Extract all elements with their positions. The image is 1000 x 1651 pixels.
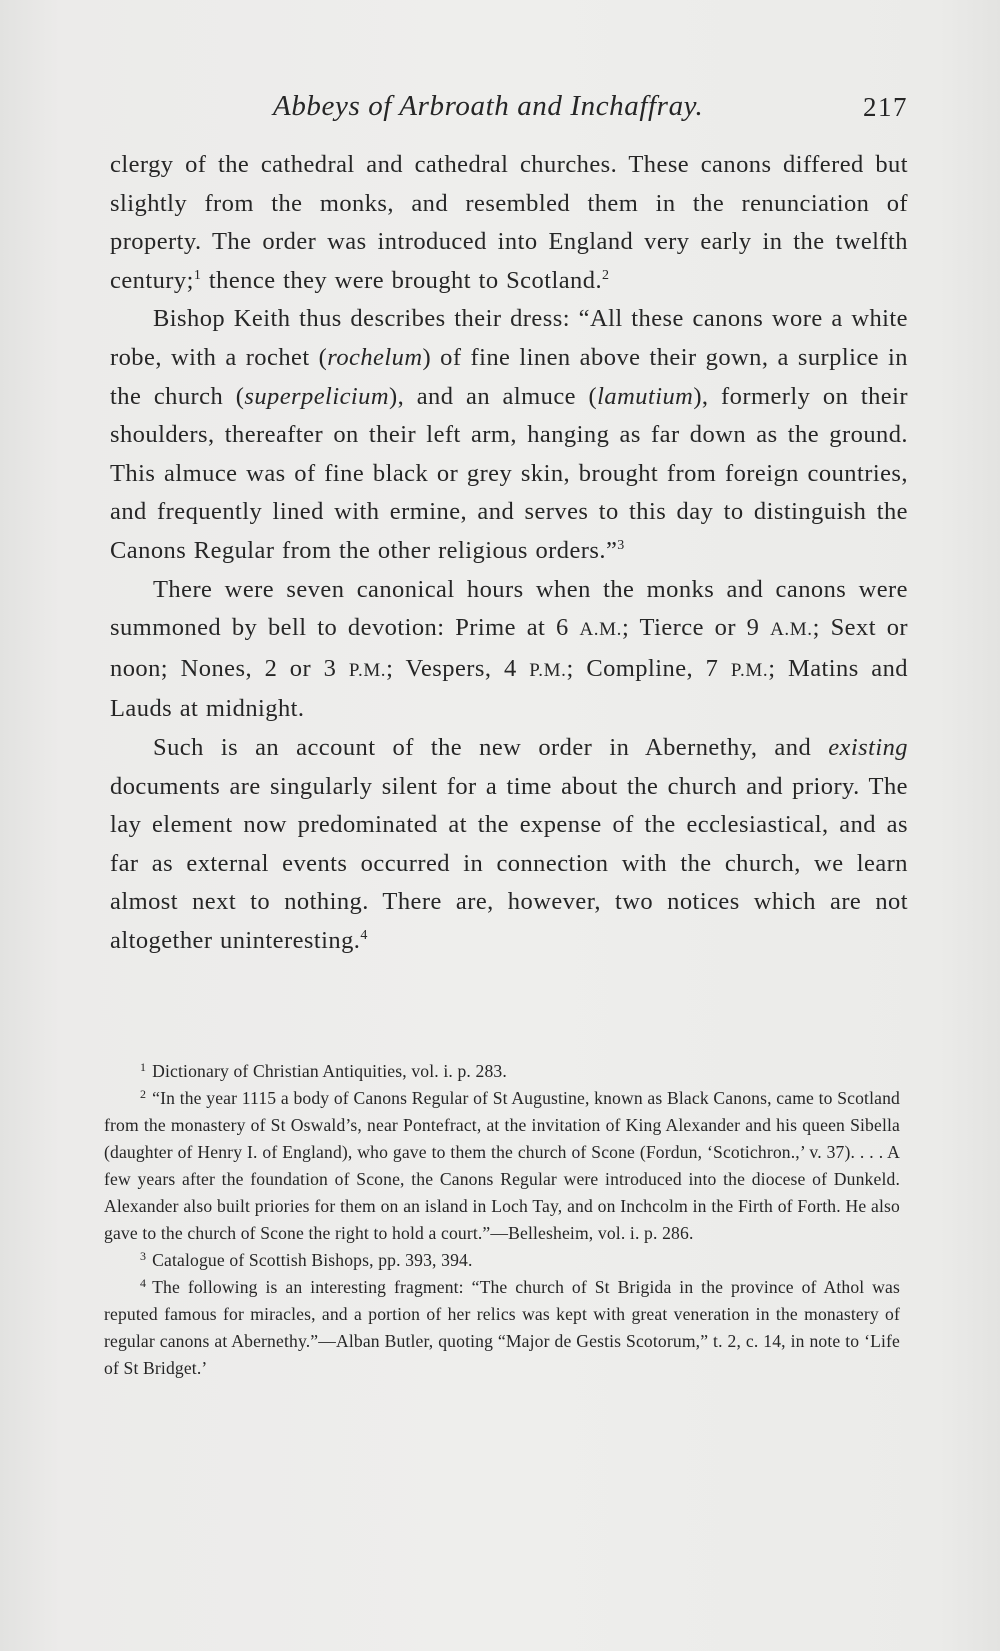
paragraph-1 xyxy=(110,146,908,300)
paragraph-4-text-b: documents are singularly silent for a time about the church and priory. The lay element now predominated at the expense of the ecclesiastical, and as far as external events occurred in connection with the church, we learn almost next to nothing. There are, however, two notices which are not altogether uninteresting. xyxy=(110,772,908,954)
latin-term-lamutium: lamutium xyxy=(597,382,694,410)
footnote-4 xyxy=(104,1274,900,1382)
paragraph-3-text-b: ; Tierce or 9 xyxy=(621,614,771,642)
paragraph-2-text-c: ), and an almuce ( xyxy=(389,382,598,410)
time-pm-1: P.M. xyxy=(348,659,387,681)
time-pm-3: P.M. xyxy=(730,659,769,681)
paragraph-2-text-d: ), formerly on their shoulders, thereafter on their left arm, hanging as far down as the ground. This almuce was of fine black or grey skin, brought from foreign countries, and frequently lined with ermine, and serves to this day to distinguish the Canons Regular from the other religious orders.” xyxy=(110,382,908,564)
footnote-3 xyxy=(104,1247,900,1274)
paragraph-4 xyxy=(110,729,908,961)
footnote-2 xyxy=(104,1085,900,1247)
paragraph-3-text-e: ; Compline, 7 xyxy=(566,654,731,682)
latin-term-rochelum: rochelum xyxy=(327,343,423,371)
footnote-ref-2: 2 xyxy=(602,267,610,283)
page-number: 217 xyxy=(863,92,908,122)
paragraph-2 xyxy=(110,300,908,570)
footnote-1-mark: 1 xyxy=(140,1060,147,1074)
running-head xyxy=(108,88,908,132)
time-pm-2: P.M. xyxy=(529,659,567,681)
footnote-3-text: Catalogue of Scottish Bishops, pp. 393, 394. xyxy=(152,1250,473,1270)
paragraph-2-text-a: Bishop Keith thus describes their dress: “All these canons wore a white robe, with a rochet ( xyxy=(110,305,908,371)
paragraph-2-text-b: ) of fine linen above their gown, a surplice in the church ( xyxy=(110,343,908,410)
emphasis-existing: existing xyxy=(828,733,908,761)
paragraph-4-text-a: Such is an account of the new order in Abernethy, and xyxy=(153,733,829,761)
paragraph-3 xyxy=(110,571,908,729)
footnotes xyxy=(104,1058,900,1382)
paragraph-1-text-b: thence they were brought to Scotland. xyxy=(201,266,603,294)
footnote-1-text: Dictionary of Christian Antiquities, vol. i. p. 283. xyxy=(152,1061,507,1081)
paragraph-3-text-c: ; Sext or noon; Nones, 2 or 3 xyxy=(110,614,908,682)
footnote-2-text: “In the year 1115 a body of Canons Regular of St Augustine, known as Black Canons, came to Scotland from the monastery of St Oswald’s, near Pontefract, at the invitation of King Alexander and his queen Sibella (daughter of Henry I. of England), who gave to them the church of Scone (Fordun, ‘Scotichron.,’ v. 37). . . . A few years after the foundation of Scone, the Canons Regular were introduced into the diocese of Dunkeld. Alexander also built priories for them on an island in Loch Tay, and on Inchcolm in the Firth of Forth. He also gave to the church of Scone the right to hold a court.”—Bellesheim, vol. i. p. 286. xyxy=(104,1088,900,1243)
footnote-ref-3: 3 xyxy=(617,537,625,553)
paragraph-3-text-f: ; Matins and Lauds at midnight. xyxy=(110,654,909,723)
paragraph-3-text-d: ; Vespers, 4 xyxy=(386,654,530,682)
latin-term-superpelicium: superpelicium xyxy=(244,382,389,410)
paragraph-1-text-a: clergy of the cathedral and cathedral churches. These canons differed but slightly from the monks, and resembled them in the renunciation of property. The order was introduced into England very early in the twelfth century; xyxy=(110,151,908,294)
time-am-2: A.M. xyxy=(770,619,813,641)
footnote-1 xyxy=(104,1058,900,1085)
footnote-4-mark: 4 xyxy=(140,1276,147,1290)
footnote-2-mark: 2 xyxy=(140,1087,147,1101)
body-text xyxy=(110,146,908,960)
footnote-ref-4: 4 xyxy=(360,927,368,943)
time-am-1: A.M. xyxy=(579,619,622,641)
footnote-3-mark: 3 xyxy=(140,1249,147,1263)
footnote-ref-1: 1 xyxy=(193,267,202,283)
footnote-4-text: The following is an interesting fragment: “The church of St Brigida in the province of Athol was reputed famous for miracles, and a portion of her relics was kept with great veneration in the monastery of regular canons at Abernethy.”—Alban Butler, quoting “Major de Gestis Scotorum,” t. 2, c. 14, in note to ‘Life of St Bridget.’ xyxy=(104,1277,900,1378)
paragraph-3-text-a: There were seven canonical hours when the monks and canons were summoned by bell to devotion: Prime at 6 xyxy=(110,575,908,642)
running-title: Abbeys of Arbroath and Inchaffray. xyxy=(273,90,704,122)
